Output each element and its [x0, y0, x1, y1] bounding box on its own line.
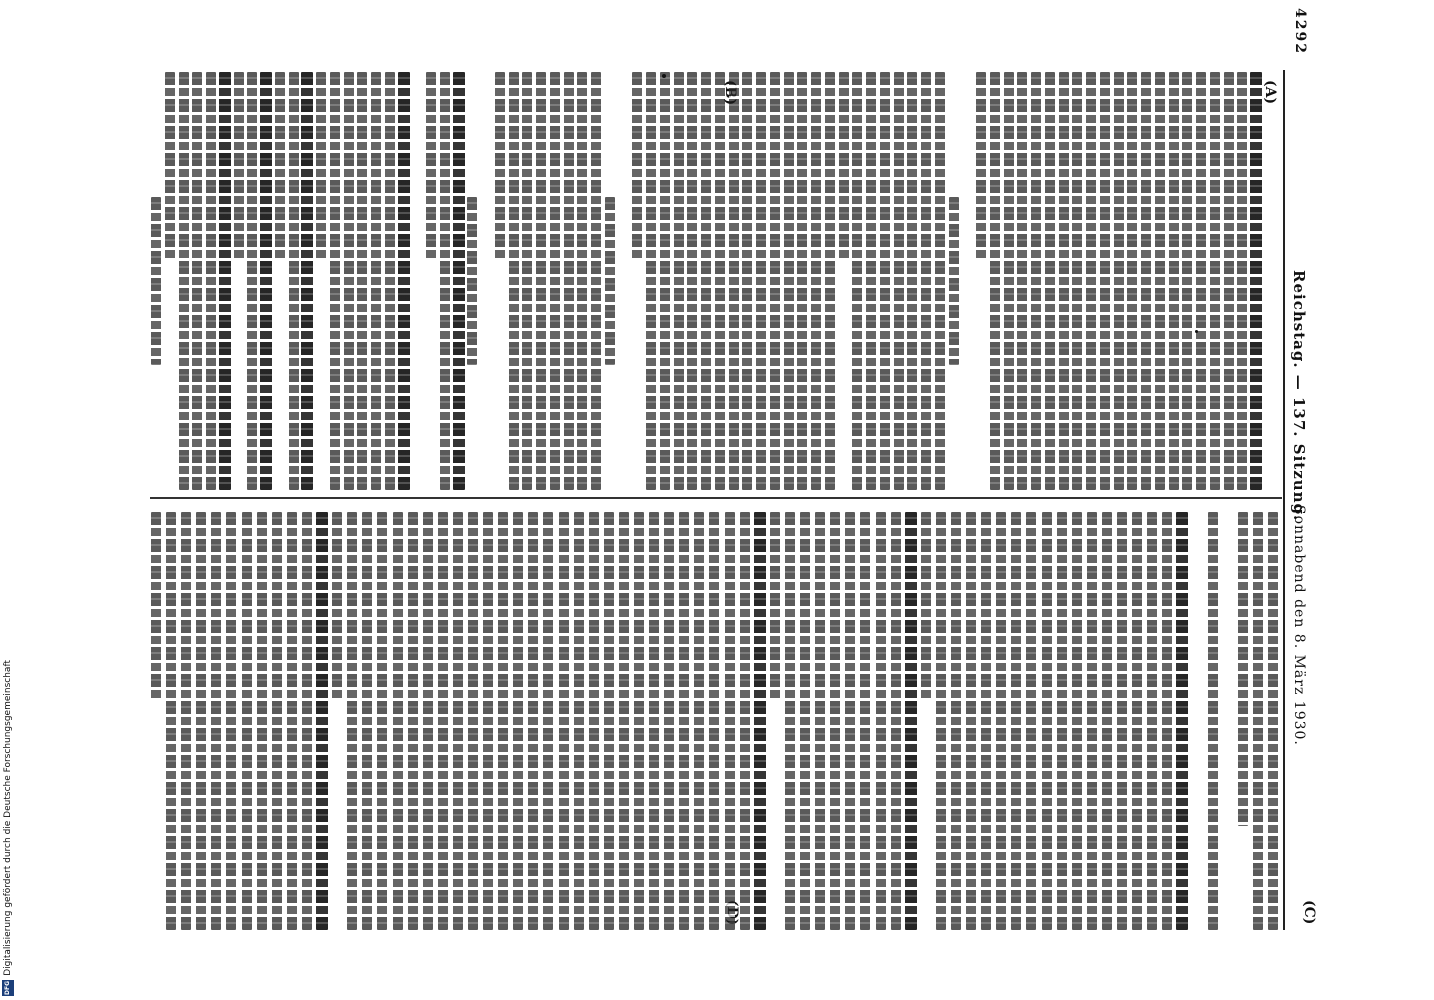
- text-line: [1113, 72, 1125, 490]
- text-line: [796, 72, 808, 490]
- text-line: [425, 72, 437, 490]
- text-line: [497, 512, 509, 930]
- text-line: [573, 512, 585, 930]
- text-line: [150, 72, 162, 490]
- text-line: [906, 72, 918, 490]
- text-line: [905, 512, 917, 930]
- text-line: [274, 72, 286, 490]
- text-line: [1207, 512, 1219, 930]
- text-line: [659, 72, 671, 490]
- text-line: [466, 72, 478, 490]
- digitization-margin: [0, 0, 18, 1000]
- text-line: [542, 512, 554, 930]
- text-line: [195, 512, 207, 930]
- text-line: [535, 72, 547, 490]
- text-line: [1161, 512, 1173, 930]
- text-line: [422, 512, 434, 930]
- margin-marker-c: (C): [1301, 900, 1317, 925]
- text-line: [1140, 72, 1152, 490]
- text-line: [376, 512, 388, 930]
- text-line: [480, 72, 492, 490]
- text-line: [411, 72, 423, 490]
- text-line: [286, 512, 298, 930]
- text-line: [392, 512, 404, 930]
- text-line: [1116, 512, 1128, 930]
- text-line: [370, 72, 382, 490]
- text-line: [893, 72, 905, 490]
- text-line: [205, 72, 217, 490]
- text-line: [1099, 72, 1111, 490]
- text-line: [407, 512, 419, 930]
- text-line: [558, 512, 570, 930]
- ink-speck: [662, 74, 666, 78]
- text-column-right: [150, 512, 1280, 930]
- text-line: [315, 72, 327, 490]
- text-line: [934, 72, 946, 490]
- text-line: [714, 72, 726, 490]
- text-line: [165, 512, 177, 930]
- text-line: [631, 72, 643, 490]
- text-line: [769, 72, 781, 490]
- text-line: [178, 72, 190, 490]
- text-line: [1191, 512, 1203, 930]
- text-line: [648, 512, 660, 930]
- text-line: [875, 512, 887, 930]
- text-line: [844, 512, 856, 930]
- text-line: [686, 72, 698, 490]
- text-line: [865, 72, 877, 490]
- text-line: [1250, 72, 1262, 490]
- text-line: [948, 72, 960, 490]
- text-line: [604, 72, 616, 490]
- text-line: [890, 512, 902, 930]
- text-line: [1010, 512, 1022, 930]
- text-line: [728, 72, 740, 490]
- text-line: [301, 72, 313, 490]
- text-line: [437, 512, 449, 930]
- text-line: [965, 512, 977, 930]
- text-line: [210, 512, 222, 930]
- header-rule: [1283, 70, 1285, 930]
- text-line: [256, 512, 268, 930]
- text-line: [512, 512, 524, 930]
- text-line: [961, 72, 973, 490]
- text-line: [879, 72, 891, 490]
- text-line: [1223, 72, 1235, 490]
- text-line: [150, 512, 162, 930]
- text-line: [563, 72, 575, 490]
- text-line: [1003, 72, 1015, 490]
- text-line: [673, 72, 685, 490]
- text-line: [603, 512, 615, 930]
- text-line: [975, 72, 987, 490]
- text-line: [494, 72, 506, 490]
- text-line: [633, 512, 645, 930]
- page-number: 4292: [1292, 8, 1308, 55]
- text-line: [663, 512, 675, 930]
- text-line: [829, 512, 841, 930]
- text-line: [769, 512, 781, 930]
- text-line: [467, 512, 479, 930]
- text-line: [838, 72, 850, 490]
- text-line: [316, 512, 328, 930]
- text-line: [1071, 72, 1083, 490]
- text-line: [331, 512, 343, 930]
- text-line: [1176, 512, 1188, 930]
- text-line: [989, 72, 1001, 490]
- text-line: [439, 72, 451, 490]
- text-line: [754, 512, 766, 930]
- text-line: [1131, 512, 1143, 930]
- text-line: [225, 512, 237, 930]
- text-line: [814, 512, 826, 930]
- text-line: [1222, 512, 1234, 930]
- text-line: [1016, 72, 1028, 490]
- text-line: [549, 72, 561, 490]
- text-line: [398, 72, 410, 490]
- text-line: [452, 512, 464, 930]
- session-date: Sonnabend den 8. März 1930.: [1291, 505, 1307, 746]
- dfg-logo: DFG: [2, 980, 14, 996]
- text-line: [645, 72, 657, 490]
- text-line: [1236, 72, 1248, 490]
- text-line: [1056, 512, 1068, 930]
- text-line: [1154, 72, 1166, 490]
- text-line: [191, 72, 203, 490]
- text-line: [920, 72, 932, 490]
- text-line: [935, 512, 947, 930]
- text-line: [1101, 512, 1113, 930]
- text-line: [233, 72, 245, 490]
- text-line: [346, 512, 358, 930]
- text-line: [724, 512, 736, 930]
- text-line: [521, 72, 533, 490]
- text-line: [271, 512, 283, 930]
- text-line: [693, 512, 705, 930]
- text-line: [164, 72, 176, 490]
- text-column-left: [150, 72, 1262, 490]
- text-line: [527, 512, 539, 930]
- margin-marker-a: (A): [1262, 80, 1278, 105]
- text-line: [1086, 512, 1098, 930]
- text-line: [260, 72, 272, 490]
- text-line: [329, 72, 341, 490]
- text-line: [1195, 72, 1207, 490]
- text-line: [180, 512, 192, 930]
- text-line: [1237, 512, 1249, 930]
- text-line: [1041, 512, 1053, 930]
- text-line: [1071, 512, 1083, 930]
- text-line: [950, 512, 962, 930]
- text-line: [799, 512, 811, 930]
- text-line: [1044, 72, 1056, 490]
- column-divider: [150, 497, 1282, 499]
- text-line: [783, 72, 795, 490]
- text-line: [246, 72, 258, 490]
- text-line: [588, 512, 600, 930]
- text-line: [508, 72, 520, 490]
- text-line: [219, 72, 231, 490]
- text-line: [851, 72, 863, 490]
- text-line: [241, 512, 253, 930]
- ink-speck: [1195, 330, 1198, 333]
- text-line: [920, 512, 932, 930]
- text-line: [482, 512, 494, 930]
- text-line: [678, 512, 690, 930]
- text-line: [755, 72, 767, 490]
- text-line: [1168, 72, 1180, 490]
- text-line: [824, 72, 836, 490]
- text-line: [995, 512, 1007, 930]
- text-line: [739, 512, 751, 930]
- text-line: [1030, 72, 1042, 490]
- text-line: [361, 512, 373, 930]
- text-line: [1146, 512, 1158, 930]
- text-line: [810, 72, 822, 490]
- text-line: [1181, 72, 1193, 490]
- text-line: [1252, 512, 1264, 930]
- text-line: [1267, 512, 1279, 930]
- text-line: [453, 72, 465, 490]
- running-title: Reichstag. — 137. Sitzung.: [1290, 270, 1308, 522]
- text-line: [288, 72, 300, 490]
- text-line: [576, 72, 588, 490]
- text-line: [384, 72, 396, 490]
- text-line: [741, 72, 753, 490]
- text-line: [618, 72, 630, 490]
- text-line: [343, 72, 355, 490]
- text-line: [859, 512, 871, 930]
- text-line: [618, 512, 630, 930]
- text-line: [784, 512, 796, 930]
- text-line: [708, 512, 720, 930]
- text-line: [356, 72, 368, 490]
- digitization-credit: Digitalisierung gefördert durch die Deutsche Forschungsgemeinschaft: [3, 660, 13, 976]
- text-line: [1025, 512, 1037, 930]
- text-line: [980, 512, 992, 930]
- text-line: [1058, 72, 1070, 490]
- text-line: [590, 72, 602, 490]
- text-line: [1126, 72, 1138, 490]
- text-line: [301, 512, 313, 930]
- text-line: [1085, 72, 1097, 490]
- text-line: [1209, 72, 1221, 490]
- text-line: [700, 72, 712, 490]
